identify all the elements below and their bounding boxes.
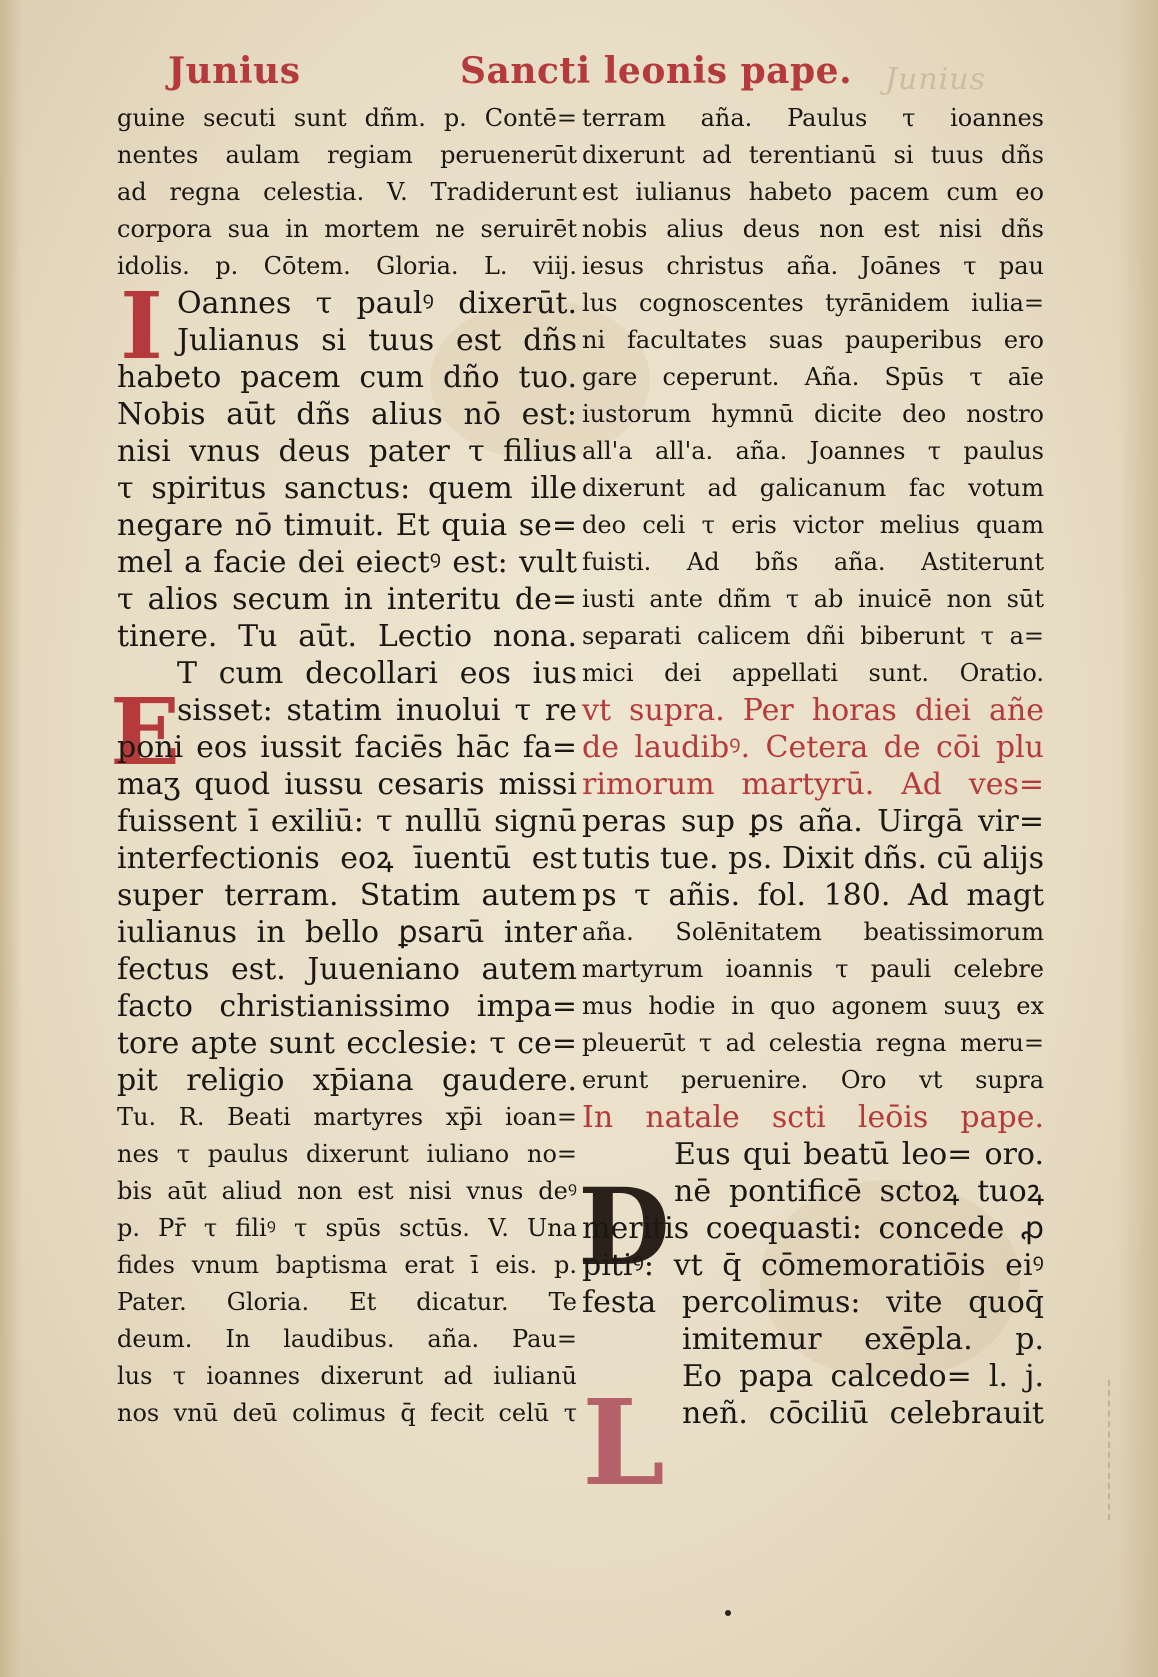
section-heading: In natale scti leōis pape.	[582, 1100, 1044, 1135]
text-line: mel a facie dei eiectꝰ est: vult	[117, 545, 577, 580]
text-line: p. Pr̄ τ filiꝰ τ spūs sctūs. V. Una	[117, 1214, 577, 1242]
rubric-line: de laudibꝰ. Cetera de cōi plu	[582, 730, 1044, 765]
text-line: iulianus in bello ꝑsarū inter	[117, 915, 577, 950]
text-line: terram aña. Paulus τ ioannes	[582, 104, 1044, 132]
page-edge-shadow-left	[0, 0, 22, 1677]
text-line: erunt peruenire. Oro vt supra	[582, 1066, 1044, 1094]
text-line: facto christianissimo impa=	[117, 989, 577, 1024]
text-line: lus cognoscentes tyrānidem iulia=	[582, 289, 1044, 317]
text-line: iustorum hymnū dicite deo nostro	[582, 400, 1044, 428]
text-line: deum. In laudibus. aña. Pau=	[117, 1325, 577, 1353]
page-edge-tear	[1108, 1380, 1150, 1520]
text-line: habeto pacem cum dño tuo.	[117, 360, 577, 395]
text-line: ps τ añis. fol. 180. Ad magt	[582, 878, 1044, 913]
rubric-line: rimorum martyrū. Ad ves=	[582, 767, 1044, 802]
text-line: fectus est. Juueniano autem	[117, 952, 577, 987]
text-line: super terram. Statim autem	[117, 878, 577, 913]
text-line: corpora sua in mortem ne seruirēt	[117, 215, 577, 243]
text-line: gare ceperunt. Aña. Spūs τ aīe	[582, 363, 1044, 391]
text-line: aña. Solēnitatem beatissimorum	[582, 918, 1044, 946]
text-line: Pater. Gloria. Et dicatur. Te	[117, 1288, 577, 1316]
text-line: iusti ante dñm τ ab inuicē non sūt	[582, 585, 1044, 613]
text-line: martyrum ioannis τ pauli celebre	[582, 955, 1044, 983]
text-line: T cum decollari eos ius	[177, 656, 577, 691]
text-line: ad regna celestia. V. Tradiderunt	[117, 178, 577, 206]
text-line: tore apte sunt ecclesie: τ ce=	[117, 1026, 577, 1061]
text-line: nisi vnus deus pater τ filius	[117, 434, 577, 469]
drop-initial-d: D	[578, 1164, 670, 1289]
text-line: dixerunt ad terentianū si tuus dñs	[582, 141, 1044, 169]
text-line: pit religio xp̄iana gaudere.	[117, 1063, 577, 1098]
text-line: ni facultates suas pauperibus ero	[582, 326, 1044, 354]
text-line: Eus qui beatū leo= oro.	[674, 1137, 1044, 1172]
text-line: imitemur exēpla. p.	[682, 1322, 1044, 1357]
text-line: Nobis aūt dñs alius nō est:	[117, 397, 577, 432]
drop-initial-e: E	[110, 678, 181, 786]
text-line: τ alios secum in interitu de=	[117, 582, 577, 617]
text-line: est iulianus habeto pacem cum eo	[582, 178, 1044, 206]
text-line: interfectionis eoꝝ īuentū est	[117, 841, 577, 876]
text-line: guine secuti sunt dñm. p. Contē=	[117, 104, 577, 132]
text-line: dixerunt ad galicanum fac votum	[582, 474, 1044, 502]
ink-dot	[725, 1610, 731, 1616]
text-line: nobis alius deus non est nisi dñs	[582, 215, 1044, 243]
text-line: fuisti. Ad bñs aña. Astiterunt	[582, 548, 1044, 576]
rubric-line: vt supra. Per horas diei añe	[582, 693, 1044, 728]
text-line: all'a all'a. aña. Joannes τ paulus	[582, 437, 1044, 465]
text-line: iesus christus aña. Joānes τ pau	[582, 252, 1044, 280]
text-line: Tu. R. Beati martyres xp̄i ioan=	[117, 1103, 577, 1131]
text-line: nentes aulam regiam peruenerūt	[117, 141, 577, 169]
text-line: Julianus si tuus est dñs	[177, 323, 577, 358]
text-line: mus hodie in quo agonem suuʒ ex	[582, 992, 1044, 1020]
text-line: meritis coequasti: concede ꝓ	[582, 1211, 1044, 1246]
text-line: fides vnum baptisma erat ī eis. p.	[117, 1251, 577, 1279]
running-header-title: Sancti leonis pape.	[460, 50, 853, 92]
show-through-text: Junius	[885, 62, 986, 97]
text-line: peras sup ꝑs aña. Uirgā vir=	[582, 804, 1044, 839]
running-header-month: Junius	[168, 50, 301, 92]
text-line: maʒ quod iussu cesaris missi	[117, 767, 577, 802]
text-line: fuissent ī exiliū: τ nullū signū	[117, 804, 577, 839]
left-text-column	[117, 100, 577, 1432]
text-line: deo celi τ eris victor melius quam	[582, 511, 1044, 539]
text-line: lus τ ioannes dixerunt ad iulianū	[117, 1362, 577, 1390]
drop-initial-i: I	[120, 272, 164, 380]
text-line: tutis tue. ps. Dixit dñs. cū alijs	[582, 841, 1044, 876]
text-line: neñ. cōciliū celebrauit	[682, 1396, 1044, 1431]
text-line: nē pontificē sctoꝝ tuoꝝ	[674, 1174, 1044, 1209]
text-line: nes τ paulus dixerunt iuliano no=	[117, 1140, 577, 1168]
drop-initial-l: L	[582, 1373, 665, 1512]
text-line: Oannes τ paulꝰ dixerūt.	[177, 286, 577, 321]
text-line: mici dei appellati sunt. Oratio.	[582, 659, 1044, 687]
text-line: idolis. p. Cōtem. Gloria. L. viij.	[117, 252, 577, 280]
text-line: sisset: statim inuolui τ re	[177, 693, 577, 728]
text-line: tinere. Tu aūt. Lectio nona.	[117, 619, 577, 654]
text-line: pitiꝰ: vt q̄ cōmemoratiōis eiꝰ	[582, 1248, 1044, 1283]
text-line: τ spiritus sanctus: quem ille	[117, 471, 577, 506]
text-line: negare nō timuit. Et quia se=	[117, 508, 577, 543]
text-line: separati calicem dñi biberunt τ a=	[582, 622, 1044, 650]
text-line: festa percolimus: vite quoq̄	[582, 1285, 1044, 1320]
text-line: poni eos iussit faciēs hāc fa=	[117, 730, 577, 765]
text-line: Eo papa calcedo= l. j.	[682, 1359, 1044, 1394]
text-line: pleuerūt τ ad celestia regna meru=	[582, 1029, 1044, 1057]
right-text-column	[582, 100, 1044, 1432]
text-line: bis aūt aliud non est nisi vnus deꝰ	[117, 1177, 577, 1205]
text-line: nos vnū deū colimus q̄ fecit celū τ	[117, 1399, 577, 1427]
